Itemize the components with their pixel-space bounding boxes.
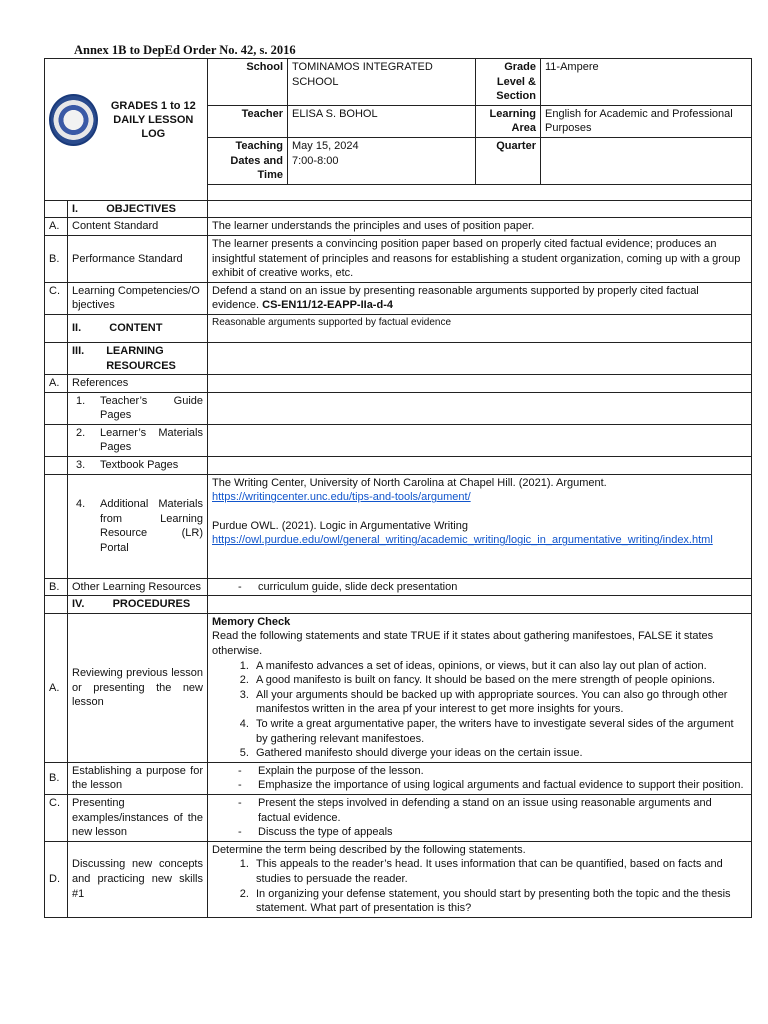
discussing-item: 2. In organizing your defense statement, you should start by presenting both the topic and the thesis statement. What part of presentation is this? <box>252 887 747 916</box>
r1-letter-cell <box>45 392 68 424</box>
teacher-label: Teacher <box>208 105 288 137</box>
procedures-letter-cell <box>45 596 68 614</box>
competencies-label: Learning Competencies/Objectives <box>68 282 208 314</box>
discussing-content <box>208 841 752 917</box>
teaching-time: 7:00-8:00 <box>292 154 339 167</box>
discussing-item: 1. This appeals to the reader’s head. It uses information that can be quantified, based on facts and studies to persuade the reader. <box>252 857 747 886</box>
competency-code: CS-EN11/12-EAPP-IIa-d-4 <box>262 299 393 312</box>
teachers-guide-cell <box>68 392 208 424</box>
reference-2-link[interactable]: https://owl.purdue.edu/owl/general_writing/academic_writing/logic_in_argumentative_writing/index.html <box>212 534 713 547</box>
objectives-heading <box>68 200 208 218</box>
references-label: References <box>68 375 208 393</box>
reviewing-label: Reviewing previous lesson or presenting the new lesson <box>68 613 208 762</box>
references-blank <box>208 375 752 393</box>
discussing-list <box>212 857 747 915</box>
textbook-pages-value <box>208 457 752 475</box>
reviewing-content <box>208 613 752 762</box>
learning-area-value: English for Academic and Professional Purposes <box>541 105 752 137</box>
textbook-pages-label: Textbook Pages <box>100 459 179 472</box>
content-text: Reasonable arguments supported by factual evidence <box>208 314 752 342</box>
memory-check-item: 4. To write a great argumentative paper, the writers have to investigate several sides of the argument by gathering relevant manifestoes. <box>252 717 747 746</box>
objectives-blank <box>208 200 752 218</box>
memory-check-item: 2. A good manifesto is built on fancy. It should be based on the mere strength of people opinions. <box>252 673 747 688</box>
teachers-guide-label: Teacher’s Guide Pages <box>100 394 203 422</box>
r3-letter-cell <box>45 457 68 475</box>
r2-num: 2. <box>76 426 86 439</box>
grade-value: 11-Ampere <box>541 59 752 106</box>
purpose-letter: B. <box>45 762 68 794</box>
procedures-heading-text: PROCEDURES <box>112 598 191 611</box>
learning-area-label: Learning Area <box>476 105 541 137</box>
presenting-letter: C. <box>45 794 68 841</box>
content-standard-text: The learner understands the principles and uses of position paper. <box>208 218 752 236</box>
header-title-line2: DAILY LESSON LOG <box>113 114 194 140</box>
r1-num: 1. <box>76 394 86 407</box>
objectives-letter-cell <box>45 200 68 218</box>
teaching-dates-value <box>288 137 476 184</box>
resources-letter-cell <box>45 342 68 374</box>
reference-1: The Writing Center, University of North Carolina at Chapel Hill. (2021). Argument. <box>212 476 607 489</box>
quarter-label: Quarter <box>476 137 541 184</box>
resources-num: III. <box>72 344 85 357</box>
reference-2: Purdue OWL. (2021). Logic in Argumentative Writing <box>212 519 468 532</box>
content-heading-text: CONTENT <box>109 322 163 335</box>
school-value: TOMINAMOS INTEGRATED SCHOOL <box>288 59 476 106</box>
competencies-letter: C. <box>45 282 68 314</box>
procedures-blank <box>208 596 752 614</box>
purpose-item: - Emphasize the importance of using logical arguments and factual evidence to support their position. <box>238 778 747 793</box>
learners-materials-cell <box>68 424 208 456</box>
memory-check-item: 3. All your arguments should be backed up with appropriate sources. You can also go through other manifestos written in the area pf your interest to get more insights for yours. <box>252 688 747 717</box>
purpose-label: Establishing a purpose for the lesson <box>68 762 208 794</box>
teachers-guide-value <box>208 392 752 424</box>
additional-materials-label: Additional Materials from Learning Resource (LR) Portal <box>100 497 203 554</box>
references-letter: A. <box>45 375 68 393</box>
deped-seal-icon <box>49 94 98 146</box>
additional-materials-cell <box>68 474 208 578</box>
presenting-content <box>208 794 752 841</box>
memory-check-item: 5. Gathered manifesto should diverge your ideas on the certain issue. <box>252 746 747 761</box>
presenting-item: - Present the steps involved in defending a stand on an issue using reasonable arguments and factual evidence. <box>238 796 747 825</box>
objectives-num: I. <box>72 202 79 215</box>
other-resources-letter: B. <box>45 578 68 596</box>
objectives-heading-text: OBJECTIVES <box>106 202 176 215</box>
teaching-dates-label: Teaching Dates and Time <box>208 137 288 184</box>
memory-check-intro: Read the following statements and state TRUE if it states about gathering manifestoes, FALSE it states otherwise. <box>212 630 714 658</box>
reviewing-letter: A. <box>45 613 68 762</box>
header-blank-row <box>208 184 752 200</box>
school-label: School <box>208 59 288 106</box>
performance-standard-text: The learner presents a convincing position paper based on properly cited factual evidence; produces an insightful statement of principles and reasons for establishing a student organization, coming up with a group exhibit of creative works, etc. <box>208 235 752 282</box>
other-resources-item: - curriculum guide, slide deck presentation <box>238 580 747 595</box>
teaching-date: May 15, 2024 <box>292 139 359 152</box>
purpose-content <box>208 762 752 794</box>
competencies-text-cell <box>208 282 752 314</box>
content-standard-label: Content Standard <box>68 218 208 236</box>
presenting-item: - Discuss the type of appeals <box>238 825 747 840</box>
purpose-item: - Explain the purpose of the lesson. <box>238 764 747 779</box>
content-standard-letter: A. <box>45 218 68 236</box>
other-resources-label: Other Learning Resources <box>68 578 208 596</box>
r4-letter-cell <box>45 474 68 578</box>
teacher-value: ELISA S. BOHOL <box>288 105 476 137</box>
content-num: II. <box>72 322 82 335</box>
resources-heading-text: LEARNING RESOURCES <box>106 344 176 372</box>
memory-check-list <box>212 659 747 761</box>
discussing-intro: Determine the term being described by the following statements. <box>212 843 526 856</box>
reference-1-link[interactable]: https://writingcenter.unc.edu/tips-and-tools/argument/ <box>212 491 471 504</box>
performance-standard-letter: B. <box>45 235 68 282</box>
discussing-label: Discussing new concepts and practicing new skills #1 <box>68 841 208 917</box>
presenting-label: Presenting examples/instances of the new lesson <box>68 794 208 841</box>
procedures-num: IV. <box>72 598 85 611</box>
grade-label: Grade Level & Section <box>476 59 541 106</box>
discussing-letter: D. <box>45 841 68 917</box>
r3-num: 3. <box>76 459 86 472</box>
annex-title: Annex 1B to DepEd Order No. 42, s. 2016 <box>74 43 296 57</box>
quarter-value <box>541 137 752 184</box>
procedures-heading <box>68 596 208 614</box>
lesson-log-table <box>44 58 752 918</box>
learners-materials-label: Learner’s Materials Pages <box>100 426 203 454</box>
additional-materials-value <box>208 474 752 578</box>
performance-standard-label: Performance Standard <box>68 235 208 282</box>
r4-num: 4. <box>76 497 86 510</box>
content-heading <box>68 314 208 342</box>
memory-check-title: Memory Check <box>212 615 291 628</box>
header-title-line1: GRADES 1 to 12 <box>110 100 196 112</box>
lesson-log-document <box>44 58 751 918</box>
header-title-cell <box>45 59 208 201</box>
learners-materials-value <box>208 424 752 456</box>
r2-letter-cell <box>45 424 68 456</box>
competencies-text: Defend a stand on an issue by presenting reasonable arguments supported by properly cited factual evidence. <box>212 284 699 312</box>
other-resources-value <box>208 578 752 596</box>
resources-heading <box>68 342 208 374</box>
textbook-pages-cell <box>68 457 208 475</box>
resources-blank <box>208 342 752 374</box>
content-letter-cell <box>45 314 68 342</box>
memory-check-item: 1. A manifesto advances a set of ideas, opinions, or views, but it can also lay out plan of action. <box>252 659 747 674</box>
